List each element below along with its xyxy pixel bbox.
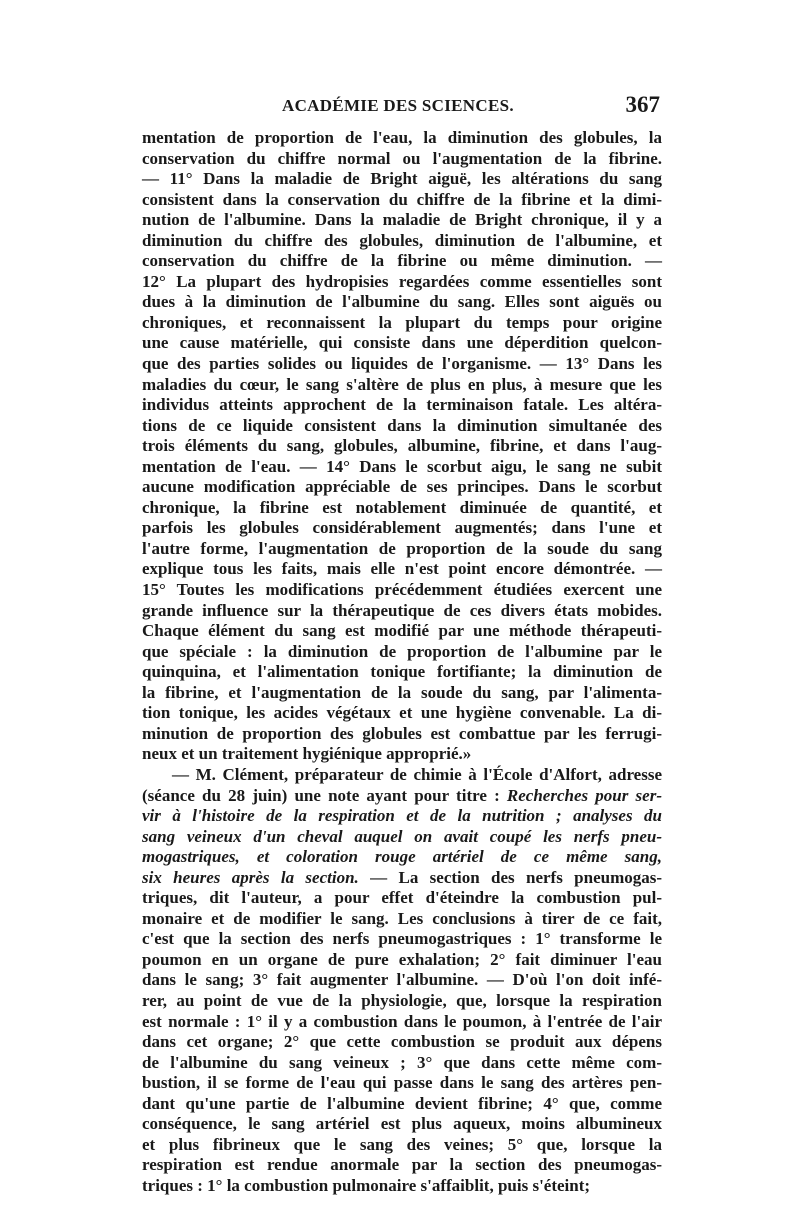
line-text: minution de proportion des globules est combattue par les ferrugi- xyxy=(142,723,662,743)
line-text: une cause matérielle, qui consiste dans une déperdition quelcon- xyxy=(142,333,662,353)
text-line xyxy=(142,457,662,478)
running-title: ACADÉMIE DES SCIENCES. xyxy=(282,96,514,115)
line-text: bustion, il se forme de l'eau qui passe dans le sang des artères pen- xyxy=(142,1073,662,1093)
line-text: est normale : 1° il y a combustion dans le poumon, à l'entrée de l'air xyxy=(142,1011,662,1031)
text-line xyxy=(142,970,662,991)
line-text: monaire et de modifier le sang. Les conclusions à tirer de ce fait, xyxy=(142,908,662,928)
line-text: poumon en un organe de pure exhalation; 2° fait diminuer l'eau xyxy=(142,949,662,969)
line-text: chronique, la fibrine est notablement diminuée de quantité, et xyxy=(142,497,662,517)
text-line xyxy=(142,477,662,498)
line-text: quinquina, et l'alimentation tonique fortifiante; la diminution de xyxy=(142,662,662,682)
text-line xyxy=(142,395,662,416)
text-line xyxy=(142,333,662,354)
text-line xyxy=(142,950,662,971)
page-number: 367 xyxy=(625,92,660,117)
text-line xyxy=(142,436,662,457)
line-text: Chaque élément du sang est modifié par une méthode thérapeuti- xyxy=(142,621,662,641)
line-text: et plus fibrineux que le sang des veines; 5° que, lorsque la xyxy=(142,1134,662,1154)
text-line xyxy=(142,642,662,663)
line-text: rer, au point de vue de la physiologie, que, lorsque la respiration xyxy=(142,990,662,1010)
line-text: c'est que la section des nerfs pneumogastriques : 1° transforme le xyxy=(142,929,662,949)
line-text: consistent dans la conservation du chiffre de la fibrine et la dimi- xyxy=(142,189,662,209)
line-text: que des parties solides ou liquides de l'organisme. — 13° Dans les xyxy=(142,354,662,374)
text-line xyxy=(142,1032,662,1053)
text-line xyxy=(142,929,662,950)
italic-text: Recherches pour ser- xyxy=(506,785,662,805)
text-line xyxy=(142,601,662,622)
line-text: nution de l'albumine. Dans la maladie de Bright chronique, il y a xyxy=(142,210,662,230)
text-line xyxy=(142,375,662,396)
text-line xyxy=(142,149,662,170)
text-line xyxy=(142,1176,662,1197)
line-text: de l'albumine du sang veineux ; 3° que dans cette même com- xyxy=(142,1052,662,1072)
text-line xyxy=(142,128,662,149)
text-line xyxy=(142,292,662,313)
text-line xyxy=(142,190,662,211)
italic-text: six heures après la section. xyxy=(142,867,359,887)
page-header xyxy=(142,92,660,122)
text-line xyxy=(142,498,662,519)
line-text: 12° La plupart des hydropisies regardées comme essentielles sont xyxy=(142,271,662,291)
line-text: triques, dit l'auteur, a pour effet d'éteindre la combustion pul- xyxy=(142,888,662,908)
line-text: explique tous les faits, mais elle n'est point encore démontrée. — xyxy=(142,559,662,579)
text-line xyxy=(142,354,662,375)
text-line xyxy=(142,827,662,848)
line-text: dans cet organe; 2° que cette combustion se produit aux dépens xyxy=(142,1032,662,1052)
line-text: conservation du chiffre normal ou l'augmentation de la fibrine. xyxy=(142,148,662,168)
line-text: parfois les globules considérablement augmentés; dans l'une et xyxy=(142,518,662,538)
line-text: maladies du cœur, le sang s'altère de plus en plus, à mesure que les xyxy=(142,374,662,394)
body-text xyxy=(142,128,662,1196)
line-text: neux et un traitement hygiénique approprié.» xyxy=(142,744,472,764)
line-text: respiration est rendue anormale par la section des pneumogas- xyxy=(142,1155,662,1175)
text-line xyxy=(142,539,662,560)
text-line xyxy=(142,744,662,765)
text-line xyxy=(142,1155,662,1176)
text-line xyxy=(142,909,662,930)
text-line xyxy=(142,1094,662,1115)
line-text: diminution du chiffre des globules, diminution de l'albumine, et xyxy=(142,230,662,250)
line-text: chroniques, et reconnaissent la plupart du temps pour origine xyxy=(142,312,662,332)
line-text: — La section des nerfs pneumogas- xyxy=(358,867,663,887)
text-line xyxy=(142,580,662,601)
italic-text: vir à l'histoire de la respiration et de la nutrition ; analyses du xyxy=(142,806,662,826)
text-line xyxy=(142,868,662,889)
line-text: l'autre forme, l'augmentation de proportion de la soude du sang xyxy=(142,538,662,558)
text-line xyxy=(142,703,662,724)
text-line xyxy=(142,518,662,539)
line-text: dans le sang; 3° fait augmenter l'albumine. — D'où l'on doit infé- xyxy=(142,970,662,990)
text-line xyxy=(142,765,662,786)
text-line xyxy=(142,416,662,437)
text-line xyxy=(142,786,662,807)
text-line xyxy=(142,313,662,334)
line-text: dues à la diminution de l'albumine du sang. Elles sont aiguës ou xyxy=(142,292,662,312)
text-line xyxy=(142,621,662,642)
line-text: dant qu'une partie de l'albumine devient fibrine; 4° que, comme xyxy=(142,1093,662,1113)
text-line xyxy=(142,1135,662,1156)
text-line xyxy=(142,210,662,231)
text-line xyxy=(142,806,662,827)
text-line xyxy=(142,1012,662,1033)
line-text: 15° Toutes les modifications précédemment étudiées exercent une xyxy=(142,580,662,600)
line-text: (séance du 28 juin) une note ayant pour titre : xyxy=(142,785,507,805)
text-line xyxy=(142,847,662,868)
line-text: que spéciale : la diminution de proportion de l'albumine par le xyxy=(142,641,662,661)
line-text: la fibrine, et l'augmentation de la soude du sang, par l'alimenta- xyxy=(142,682,662,702)
italic-text: mogastriques, et coloration rouge artériel de ce même sang, xyxy=(142,847,662,867)
text-line xyxy=(142,1114,662,1135)
text-line xyxy=(142,231,662,252)
line-text: — M. Clément, préparateur de chimie à l'École d'Alfort, adresse xyxy=(172,764,662,784)
text-line xyxy=(142,888,662,909)
text-line xyxy=(142,251,662,272)
text-line xyxy=(142,559,662,580)
line-text: triques : 1° la combustion pulmonaire s'affaiblit, puis s'éteint; xyxy=(142,1175,591,1195)
text-line xyxy=(142,991,662,1012)
line-text: trois éléments du sang, globules, albumine, fibrine, et dans l'aug- xyxy=(142,436,662,456)
line-text: mentation de l'eau. — 14° Dans le scorbut aigu, le sang ne subit xyxy=(142,456,662,476)
text-line xyxy=(142,272,662,293)
line-text: tions de ce liquide consistent dans la diminution simultanée des xyxy=(142,415,662,435)
text-line xyxy=(142,1053,662,1074)
line-text: individus atteints approchent de la terminaison fatale. Les altéra- xyxy=(142,395,662,415)
line-text: aucune modification appréciable de ses principes. Dans le scorbut xyxy=(142,477,662,497)
line-text: — 11° Dans la maladie de Bright aiguë, les altérations du sang xyxy=(142,169,662,189)
line-text: grande influence sur la thérapeutique de ces divers états mobides. xyxy=(142,600,662,620)
line-text: conséquence, le sang artériel est plus aqueux, moins albumineux xyxy=(142,1114,662,1134)
text-line xyxy=(142,1073,662,1094)
text-line xyxy=(142,683,662,704)
line-text: tion tonique, les acides végétaux et une hygiène convenable. La di- xyxy=(142,703,662,723)
line-text: mentation de proportion de l'eau, la diminution des globules, la xyxy=(142,128,662,147)
italic-text: sang veineux d'un cheval auquel on avait coupé les nerfs pneu- xyxy=(142,826,662,846)
text-line xyxy=(142,724,662,745)
text-line xyxy=(142,169,662,190)
text-line xyxy=(142,662,662,683)
line-text: conservation du chiffre de la fibrine ou même diminution. — xyxy=(142,251,662,271)
